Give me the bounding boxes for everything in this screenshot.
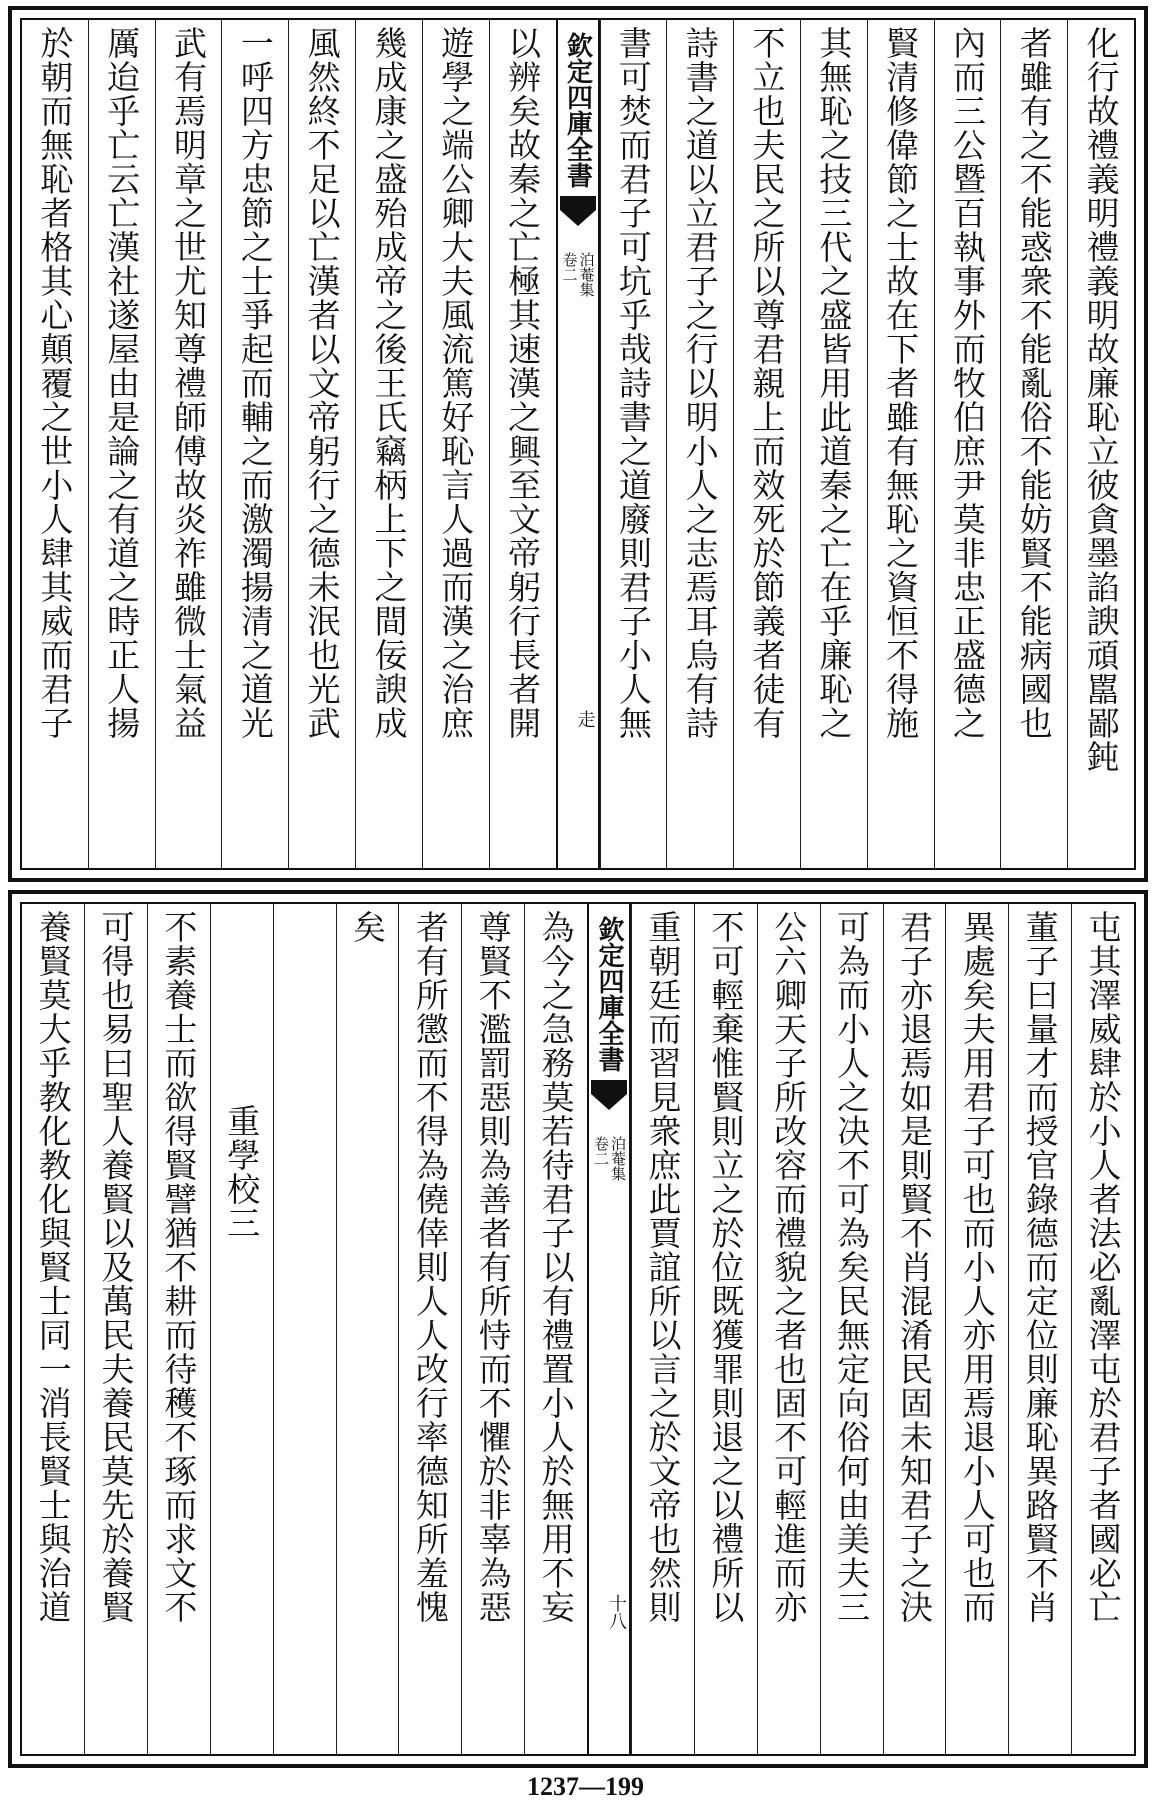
series-title: 欽定四庫全書 (594, 916, 624, 1072)
text-column (398, 904, 461, 1754)
column-text: 詩書之道以立君子之行以明小人之志焉耳烏有詩 (680, 26, 720, 740)
text-column (1000, 20, 1067, 868)
book-title: 泊菴集 (609, 1136, 627, 1181)
text-column (88, 20, 155, 868)
column-text: 賢清修偉節之士故在下者雖有無恥之資恒不得施 (881, 26, 921, 740)
text-column (273, 904, 336, 1754)
column-text: 為今之急務莫若待君子以有禮置小人於無用不妄 (536, 910, 576, 1624)
column-text: 屯其澤威肆於小人者法必亂澤屯於君子者國必亡 (1083, 910, 1123, 1624)
fish-tail-mark (560, 196, 596, 238)
fish-tail-mark (591, 1080, 627, 1122)
column-text: 一呼四方忠節之士爭起而輔之而激濁揚清之道光 (235, 26, 275, 740)
top-page (8, 6, 1148, 882)
text-column (461, 904, 524, 1754)
book-info (593, 1136, 625, 1181)
text-column (1067, 20, 1134, 868)
text-column (155, 20, 222, 868)
text-column (84, 904, 147, 1754)
column-text: 重朝廷而習見衆庶此賈誼所以言之於文帝也然則 (643, 910, 683, 1624)
text-column (757, 904, 820, 1754)
text-column (1071, 904, 1134, 1754)
book-title: 泊菴集 (577, 252, 596, 297)
text-column (524, 904, 587, 1754)
text-column (666, 20, 733, 868)
column-text: 董子曰量才而授官錄德而定位則廉恥異路賢不肖 (1020, 910, 1060, 1624)
column-text: 書可焚而君子可坑乎哉詩書之道廢則君子小人無 (613, 26, 653, 740)
book-info (562, 252, 594, 297)
column-text: 養賢莫大乎教化教化與賢士同一消長賢士與治道 (33, 910, 73, 1624)
column-text: 內而三公暨百執事外而牧伯庶尹莫非忠正盛德之 (947, 26, 987, 740)
column-text: 不可輕棄惟賢則立之於位既獲罪則退之以禮所以 (706, 910, 746, 1624)
bottom-page (8, 890, 1148, 1768)
column-text: 者雖有之不能惑衆不能亂俗不能妨賢不能病國也 (1014, 26, 1054, 740)
text-column (600, 20, 667, 868)
page-number: 走 (574, 710, 596, 728)
column-text: 幾成康之盛殆成帝之後王氏竊柄上下之間佞諛成 (369, 26, 409, 740)
volume-label: 卷二 (592, 1136, 610, 1166)
text-column (221, 20, 288, 868)
volume-label: 卷二 (560, 252, 579, 282)
text-column (694, 904, 757, 1754)
text-column (945, 904, 1008, 1754)
footer-page-code: 1237—199 (527, 1772, 644, 1801)
text-column (22, 20, 88, 868)
text-column (883, 904, 946, 1754)
text-column (336, 904, 399, 1754)
column-text: 不立也夫民之所以尊君親上而效死於節義者徒有 (747, 26, 787, 740)
column-text: 異處矣夫用君子可也而小人亦用焉退小人可也而 (957, 910, 997, 1624)
text-column (820, 904, 883, 1754)
bottom-page-frame (20, 902, 1136, 1756)
text-column (355, 20, 422, 868)
column-text: 厲迨乎亡云亡漢社遂屋由是論之有道之時正人揚 (102, 26, 142, 740)
text-column (22, 904, 84, 1754)
section-title: 重學校三 (222, 1104, 262, 1240)
text-column (422, 20, 489, 868)
column-text: 可得也易曰聖人養賢以及萬民夫養民莫先於養賢 (96, 910, 136, 1624)
text-column (489, 20, 556, 868)
column-text: 其無恥之技三代之盛皆用此道秦之亡在乎廉恥之 (814, 26, 854, 740)
column-text: 公六卿天子所改容而禮貌之者也固不可輕進而亦 (769, 910, 809, 1624)
center-gutter (587, 904, 631, 1754)
text-column (1008, 904, 1071, 1754)
page-number: 十八 (606, 1594, 627, 1630)
text-column (800, 20, 867, 868)
column-text: 尊賢不濫罰惡則為善者有所恃而不懼於非辜為惡 (473, 910, 513, 1624)
column-text: 化行故禮義明禮義明故廉恥立彼貪墨諂諛頑嚚鄙鈍 (1081, 26, 1121, 774)
text-column (934, 20, 1001, 868)
text-column (867, 20, 934, 868)
column-text: 武有焉明章之世尤知尊禮師傅故炎祚雖微士氣益 (169, 26, 209, 740)
column-text: 以辨矣故秦之亡極其速漢之興至文帝躬行長者開 (503, 26, 543, 740)
text-column (733, 20, 800, 868)
column-text: 君子亦退焉如是則賢不肖混淆民固未知君子之決 (894, 910, 934, 1624)
section-title-column (210, 904, 273, 1754)
text-column (631, 904, 694, 1754)
column-text: 者有所懲而不得為僥倖則人人改行率德知所羞愧 (410, 910, 450, 1624)
column-text: 不素養士而欲得賢譬猶不耕而待穫不琢而求文不 (159, 910, 199, 1624)
column-text: 可為而小人之决不可為矣民無定向俗何由美夫三 (832, 910, 872, 1624)
column-text: 風然終不足以亡漢者以文帝躬行之德未泯也光武 (302, 26, 342, 740)
text-column (147, 904, 210, 1754)
column-text: 矣 (347, 910, 387, 944)
center-gutter (556, 20, 600, 868)
column-text: 遊學之端公卿大夫風流篤好恥言人過而漢之治庶 (436, 26, 476, 740)
text-column (288, 20, 355, 868)
series-title: 欽定四庫全書 (562, 32, 593, 188)
column-text: 於朝而無恥者格其心顛覆之世小人肆其威而君子 (35, 26, 75, 740)
top-page-frame (20, 18, 1136, 870)
